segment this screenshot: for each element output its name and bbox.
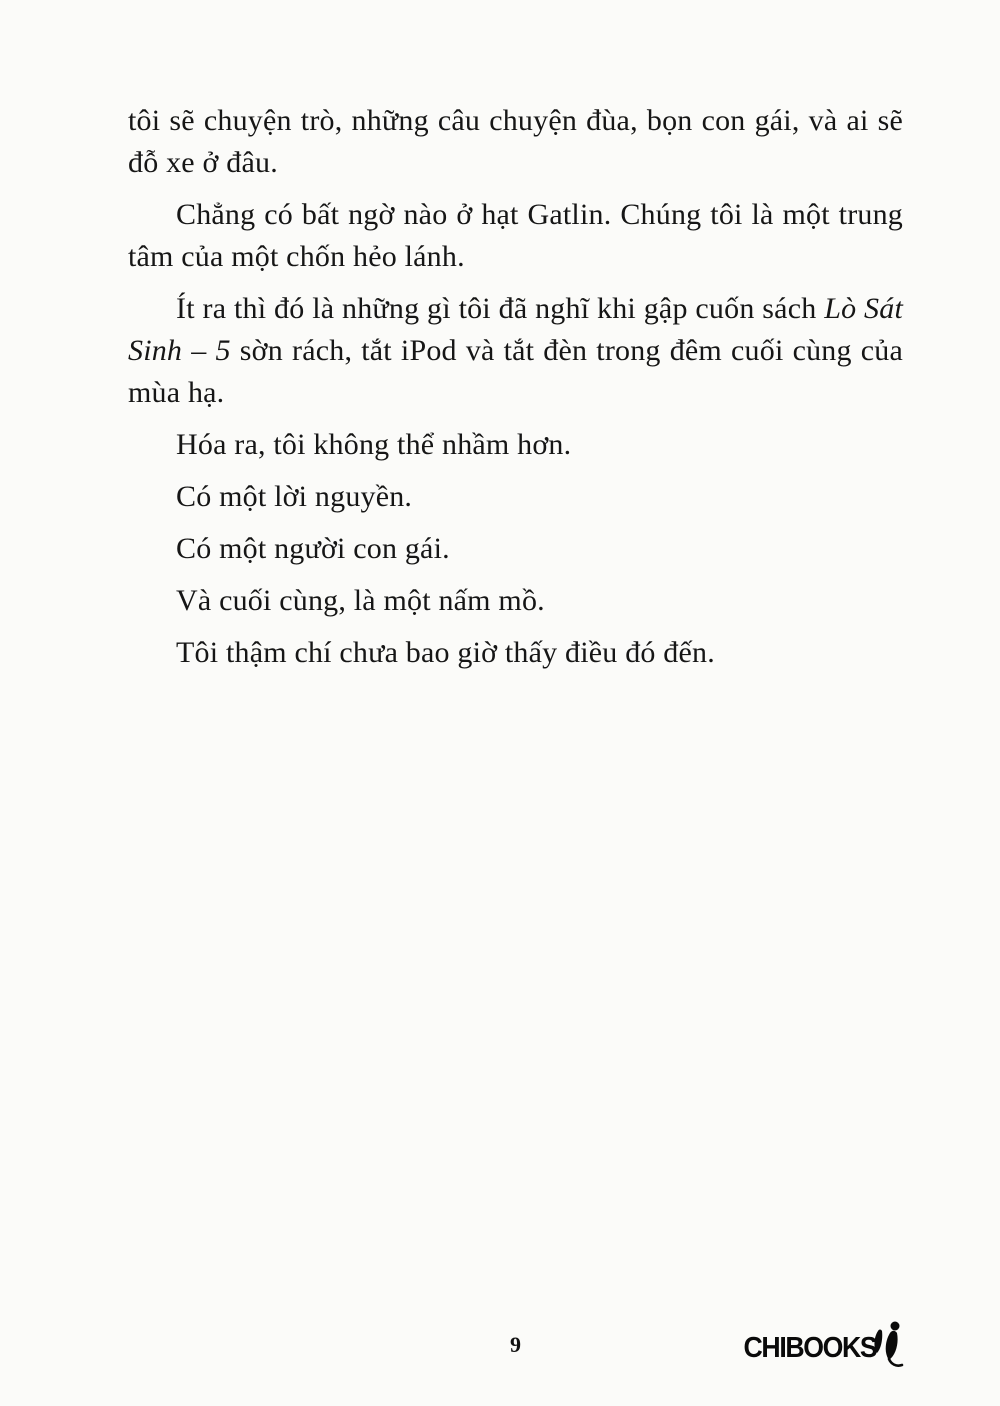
text-run: sờn rách, tắt iPod và tắt đèn trong đêm cuối cùng của mùa hạ. <box>128 334 904 409</box>
publisher-logo-text: CHIBOOKS <box>743 1331 876 1364</box>
publisher-logo <box>732 1326 904 1370</box>
text-run: Ít ra thì đó là những gì tôi đã nghĩ khi gập cuốn sách <box>176 292 825 325</box>
paragraph <box>128 100 903 184</box>
text-run: Tôi thậm chí chưa bao giờ thấy điều đó đến. <box>176 636 715 669</box>
book-title-text: Lò Sát Sinh – 5 <box>128 292 903 367</box>
text-run: Có một người con gái. <box>176 532 450 565</box>
paragraph <box>128 194 903 278</box>
text-run: Có một lời nguyền. <box>176 480 413 513</box>
text-run: Và cuối cùng, là một nấm mồ. <box>176 584 545 617</box>
text-run: Hóa ra, tôi không thể nhầm hơn. <box>176 428 572 461</box>
paragraph <box>128 424 903 466</box>
paragraph <box>128 632 903 674</box>
paragraph <box>128 476 903 518</box>
paragraph <box>128 528 903 570</box>
paragraph <box>128 580 903 622</box>
page-number: 9 <box>510 1332 521 1357</box>
text-run: tôi sẽ chuyện trò, những câu chuyện đùa, bọn con gái, và ai sẽ đỗ xe ở đâu. <box>128 104 903 179</box>
text-run: Chẳng có bất ngờ nào ở hạt Gatlin. Chúng tôi là một trung tâm của một chốn hẻo lánh. <box>128 198 903 273</box>
paragraph <box>128 288 903 414</box>
body-text <box>128 100 903 684</box>
